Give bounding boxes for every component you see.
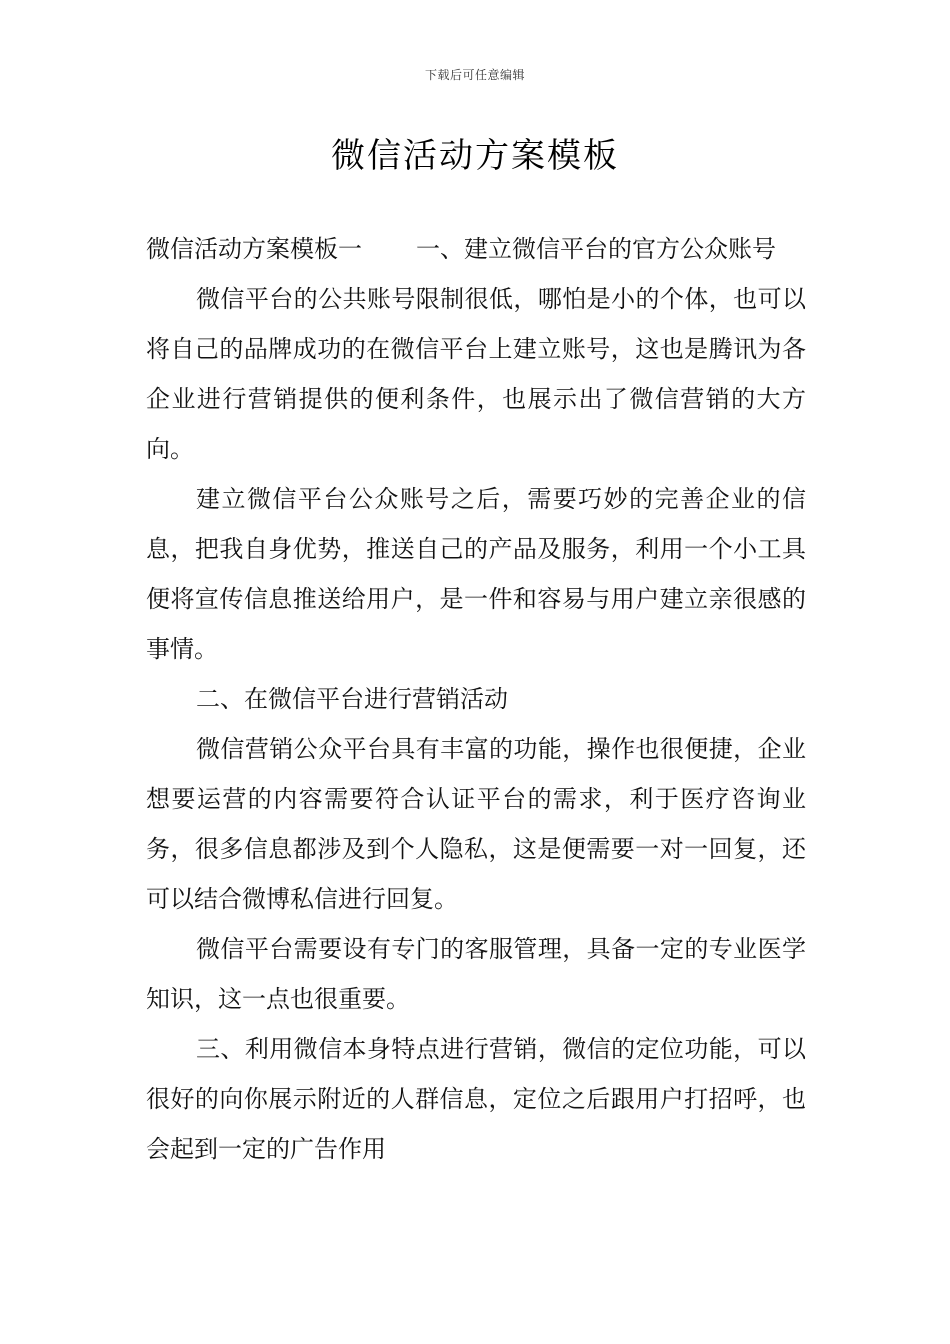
header-note: 下载后可任意编辑 [424, 68, 525, 82]
paragraph-5: 三、利用微信本身特点进行营销，微信的定位功能，可以很好的向你展示附近的人群信息，定位之后跟用户打招呼，也会起到一定的广告作用 [146, 1035, 806, 1163]
paragraph-1: 微信平台的公共账号限制很低，哪怕是小的个体，也可以将自己的品牌成功的在微信平台上建立账号，这也是腾讯为各企业进行营销提供的便利条件，也展示出了微信营销的大方向。 [146, 285, 806, 463]
intro-paragraph [146, 224, 806, 274]
section-heading-1: 一、建立微信平台的官方公众账号 [416, 235, 776, 263]
paragraph-2: 建立微信平台公众账号之后，需要巧妙的完善企业的信息，把我自身优势，推送自己的产品及服务，利用一个小工具便将宣传信息推送给用户，是一件和容易与用户建立亲很感的事情。 [146, 485, 806, 663]
paragraph-3: 微信营销公众平台具有丰富的功能，操作也很便捷，企业想要运营的内容需要符合认证平台的需求，利于医疗咨询业务，很多信息都涉及到个人隐私，这是便需要一对一回复，还可以结合微博私信进行回复。 [146, 735, 806, 913]
section-heading-2: 二、在微信平台进行营销活动 [196, 685, 508, 713]
paragraph-4: 微信平台需要设有专门的客服管理，具备一定的专业医学知识，这一点也很重要。 [146, 935, 806, 1013]
template-lead-text: 微信活动方案模板一 [146, 235, 362, 263]
document-body [146, 224, 806, 1174]
document-title: 微信活动方案模板 [331, 136, 619, 176]
